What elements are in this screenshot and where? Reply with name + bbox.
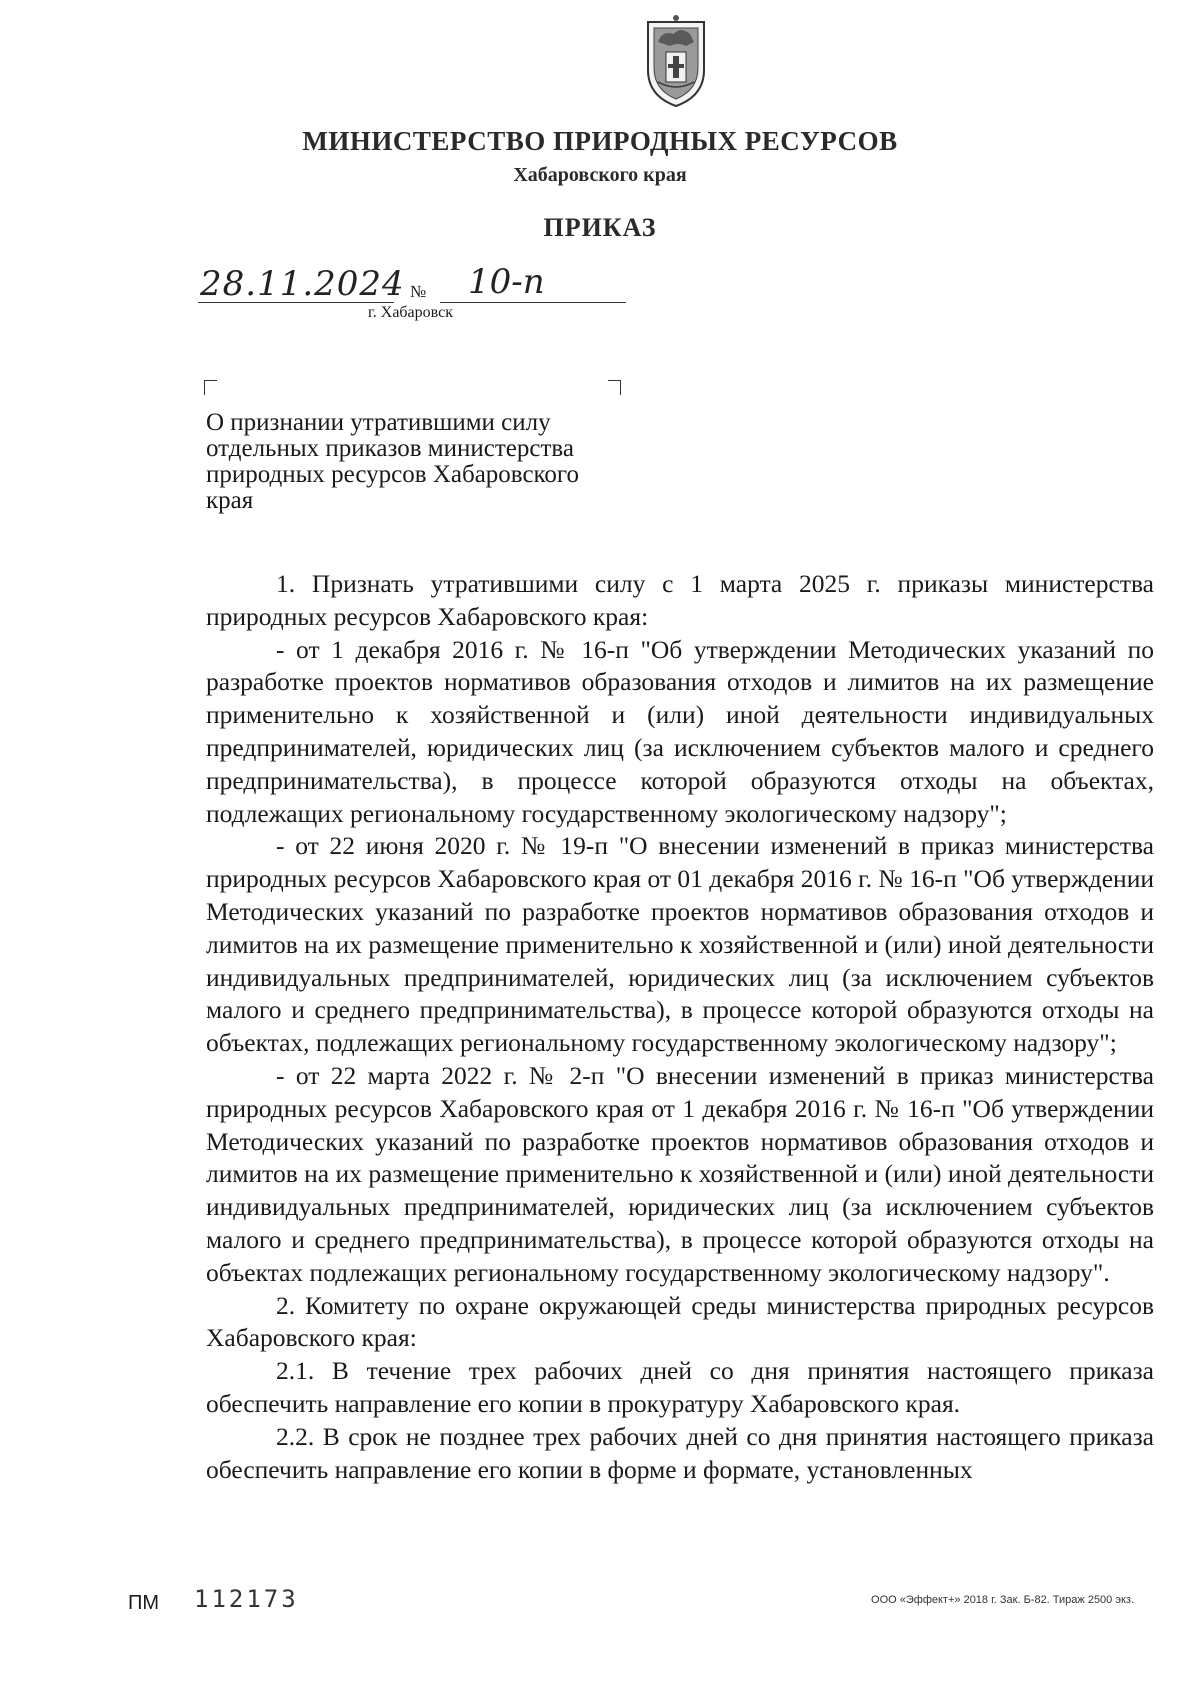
- order-body: [206, 568, 1154, 1486]
- clause-2-2: 2.2. В срок не позднее трех рабочих дней со дня принятия настоящего приказа обеспечить направление его копии в форме и формате, установленных: [206, 1421, 1154, 1484]
- clause-1: 1. Признать утратившими силу с 1 марта 2025 г. приказы министерства природных ресурсов Хабаровского края:: [206, 569, 1154, 631]
- subject-line: края: [206, 487, 254, 514]
- clause-2-1: 2.1. В течение трех рабочих дней со дня принятия настоящего приказа обеспечить направление его копии в прокуратуру Хабаровского края.: [206, 1356, 1154, 1418]
- coat-of-arms-emblem: [640, 12, 712, 110]
- clause-1-item-2: - от 22 июня 2020 г. № 19-п "О внесении изменений в приказ министерства природных ресурсов Хабаровского края от 01 декабря 2016 г. № 16-п "Об утверждении Методических указаний по разработке проектов нормативов образования отходов и лимитов на их размещение применительно к хозяйственной и (или) иной деятельности индивидуальных предпринимателей, юридических лиц (за исключением субъектов малого и среднего предпринимательства), в процессе которой образуются отходы на объектах, подлежащих региональному государственному экологическому надзору";: [206, 831, 1154, 1058]
- clause-2: 2. Комитету по охране окружающей среды министерства природных ресурсов Хабаровского края:: [206, 1290, 1154, 1353]
- subject-line: отдельных приказов министерства: [206, 435, 574, 462]
- number-underline: [440, 302, 626, 303]
- clause-1-item-1: - от 1 декабря 2016 г. № 16-п "Об утверждении Методических указаний по разработке проектов нормативов образования отходов и лимитов на их размещение применительно к хозяйственной и (или) иной деятельности индивидуальных предпринимателей, юридических лиц (за исключением субъектов малого и среднего предпринимательства), в процессе которой образуются отходы на объектах, подлежащих региональному государственному экологическому надзору";: [206, 634, 1154, 828]
- clause-1-item-3: - от 22 марта 2022 г. № 2-п "О внесении изменений в приказ министерства природных ресурсов Хабаровского края от 1 декабря 2016 г. № 16-п "Об утверждении Методических указаний по разработке проектов нормативов образования отходов и лимитов на их размещение применительно к хозяйственной и (или) иной деятельности индивидуальных предпринимателей, юридических лиц (за исключением субъектов малого и среднего предпринимательства), в процессе которой образуются отходы на объектах подлежащих региональному государственному экологическому надзору".: [206, 1060, 1154, 1287]
- order-date: 28.11.2024: [200, 264, 405, 304]
- subject-corner-right: [608, 380, 621, 395]
- printer-info: ООО «Эффект+» 2018 г. Зак. Б-82. Тираж 2500 экз.: [871, 1594, 1134, 1606]
- form-code: ПМ: [128, 1592, 160, 1614]
- order-subject: [206, 410, 608, 514]
- date-underline: [198, 302, 394, 303]
- region-name: Хабаровского края: [513, 164, 687, 186]
- document-type: ПРИКАЗ: [543, 213, 657, 242]
- subject-line: природных ресурсов Хабаровского: [206, 461, 580, 488]
- subject-line: О признании утратившими силу: [206, 409, 551, 436]
- order-number: 10-п: [468, 262, 545, 302]
- number-sign: №: [410, 282, 427, 301]
- form-serial-number: 112173: [194, 1585, 299, 1613]
- ministry-title: МИНИСТЕРСТВО ПРИРОДНЫХ РЕСУРСОВ: [302, 126, 898, 156]
- city-name: г. Хабаровск: [368, 304, 453, 321]
- subject-corner-left: [204, 380, 217, 395]
